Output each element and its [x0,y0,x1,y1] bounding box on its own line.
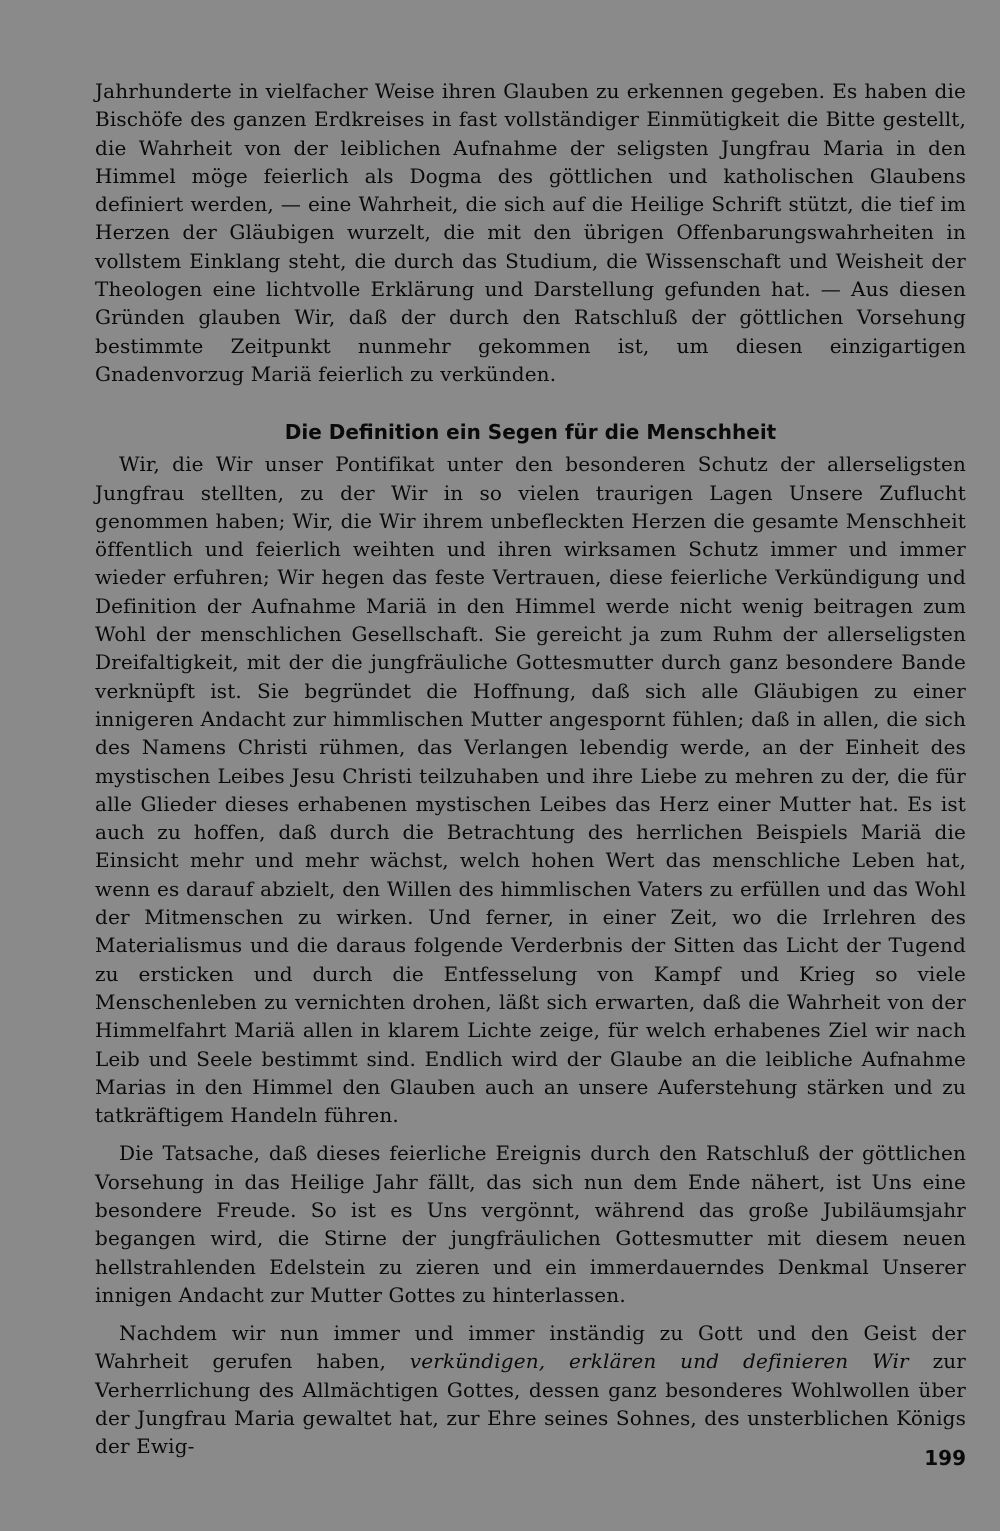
section-heading: Die Definition ein Segen für die Menschheit [284,420,777,445]
paragraph-continuation: Jahrhunderte in vielfacher Weise ihren Glauben zu erkennen gegeben. Es haben die Bischöfe des ganzen Erdkreises in fast vollständiger Einmütigkeit die Bitte gestellt, die Wahrheit von der leiblichen Aufnahme der seligsten Jungfrau Maria in den Himmel möge feierlich als Dogma des göttlichen und katholischen Glaubens definiert werden, — eine Wahrheit, die sich auf die Heilige Schrift stützt, die tief im Herzen der Gläubigen wurzelt, die mit den übrigen Offenbarungswahrheiten in vollstem Einklang steht, die durch das Studium, die Wissenschaft und Weisheit der Theologen eine lichtvolle Erklärung und Darstellung gefunden hat. — Aus diesen Gründen glauben Wir, daß der durch den Ratschluß der göttlichen Vorsehung bestimmte Zeitpunkt nunmehr gekommen ist, um diesen einzigartigen Gnadenvorzug Mariä feierlich zu verkünden. [95,79,966,386]
paragraph-proclamation [95,1319,966,1460]
proclamation-text-start: Nachdem wir nun immer und immer inständig zu Gott und den Geist der Wahrheit gerufen haben, [95,1321,966,1374]
book-page [95,77,966,1461]
paragraph-definition-blessing: Wir, die Wir unser Pontifikat unter den besonderen Schutz der allerseligsten Jungfrau stellten, zu der Wir in so vielen traurigen Lagen Unsere Zuflucht genommen haben; Wir, die Wir ihrem unbefleckten Herzen die gesamte Menschheit öffentlich und feierlich weihten und ihren wirksamen Schutz immer und immer wieder erfuhren; Wir hegen das feste Vertrauen, diese feierliche Verkündigung und Definition der Aufnahme Mariä in den Himmel werde nicht wenig beitragen zum Wohl der menschlichen Gesellschaft. Sie gereicht ja zum Ruhm der allerseligsten Dreifaltigkeit, mit der die jungfräuliche Gottesmutter durch ganz besondere Bande verknüpft ist. Sie begründet die Hoffnung, daß sich alle Gläubigen zu einer innigeren Andacht zur himmlischen Mutter angespornt fühlen; daß in allen, die sich des Namens Christi rühmen, das Verlangen lebendig werde, an der Einheit des mystischen Leibes Jesu Christi teilzuhaben und ihre Liebe zu mehren zu der, die für alle Glieder dieses erhabenen mystischen Leibes das Herz einer Mutter hat. Es ist auch zu hoffen, daß durch die Betrachtung des herrlichen Beispiels Mariä die Einsicht mehr und mehr wächst, welch hohen Wert das menschliche Leben hat, wenn es darauf abzielt, den Willen des himmlischen Vaters zu erfüllen und das Wohl der Mitmenschen zu wirken. Und ferner, in einer Zeit, wo die Irrlehren des Materialismus und die daraus folgende Verderbnis der Sitten das Licht der Tugend zu ersticken und durch die Entfesselung von Kampf und Krieg so viele Menschenleben zu vernichten drohen, läßt sich erwarten, daß die Wahrheit von der Himmelfahrt Mariä allen in klarem Lichte zeige, für welch erhabenes Ziel wir nach Leib und Seele bestimmt sind. Endlich wird der Glaube an die leibliche Aufnahme Marias in den Himmel den Glauben auch an unsere Auferstehung stärken und zu tatkräftigem Handeln führen. [95,452,966,1128]
page-number: 199 [924,1446,966,1470]
paragraph-holy-year: Die Tatsache, daß dieses feierliche Ereignis durch den Ratschluß der göttlichen Vorsehung in das Heilige Jahr fällt, das sich nun dem Ende nähert, ist Uns eine besondere Freude. So ist es Uns vergönnt, während das große Jubiläumsjahr begangen wird, die Stirne der jungfräulichen Gottesmutter mit diesem neuen hellstrahlenden Edelstein zu zieren und ein immerdauerndes Denkmal Unserer innigen Andacht zur Mutter Gottes zu hinterlassen. [95,1141,966,1307]
proclamation-text-end: zur Verherrlichung des Allmächtigen Gottes, dessen ganz besonderes Wohlwollen über der Jungfrau Maria gewaltet hat, zur Ehre seines Sohnes, des unsterblichen Königs der Ewig- [95,1349,967,1459]
proclamation-italic-formula: verkündigen, erklären und definieren Wir [409,1349,909,1374]
